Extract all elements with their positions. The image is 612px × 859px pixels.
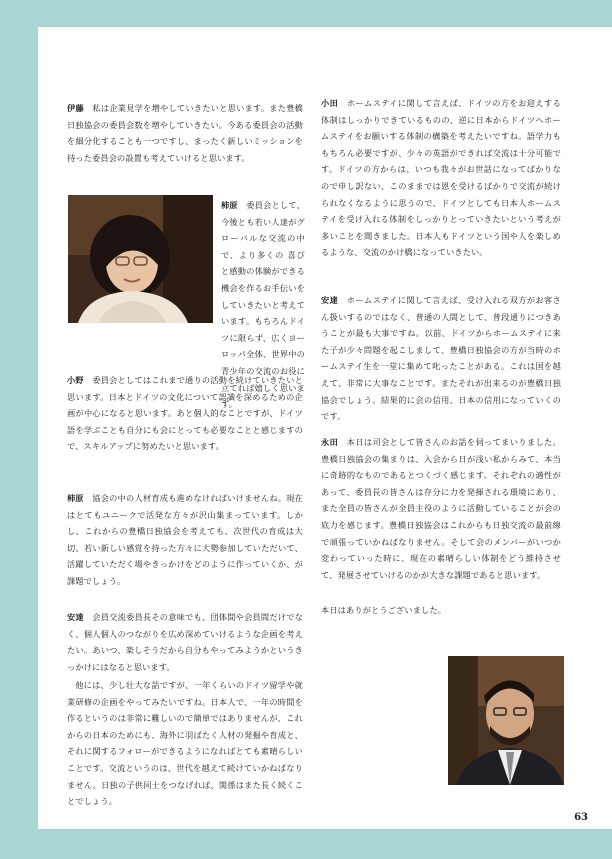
paragraph-text: 委員会として、今後とも若い人達がグローバルな交流の中で、より多くの 喜びと感動の体験ができる機会を作るお手伝いをしていきたいと考えています。もちろんドイツに限らず、広くヨーロッパ全体、世界中の青少年の交流のお役に立てれば嬉しく思います。 [221, 200, 306, 410]
speaker-name: 永田 [321, 437, 339, 447]
paragraph-ono [67, 372, 303, 455]
paragraph-text: 本日はありがとうございました。 [321, 605, 447, 615]
paragraph-ito [67, 100, 303, 166]
paragraph-closing [321, 602, 561, 619]
paragraph-nagata [321, 434, 561, 583]
paragraph-adachi-1 [67, 609, 303, 675]
portrait-photo-woman [68, 195, 213, 323]
paragraph-kakihara-2 [67, 490, 303, 590]
paragraph-adachi-2 [321, 292, 561, 425]
speaker-name: 柿原 [67, 493, 84, 503]
paragraph-text: 会員交流委員長その意味でも、団体間や会員間だけでなく、個人個人のつながりを広め深めていけるような企画を考えたい。あいつ、楽しそうだから自分もやってみようかというきっかけにはなると思います。 [67, 612, 303, 672]
speaker-name: 小野 [67, 375, 84, 385]
paragraph-text: 委員会としてはこれまで通りの活動を続けていきたいと思います。日本とドイツの文化について認識を深めるための企画が中心になると思います。あと個人的なことですが、ドイツ語を学ぶことも自分にも会にとっても必要なことと感じますので、スキルアップに努めたいと思います。 [67, 375, 303, 452]
speaker-name: 柿原 [221, 200, 238, 210]
paragraph-text: ホームステイに関して言えば、ドイツの方をお迎えする体制はしっかりできているものの、逆に日本からドイツへホームステイをお願いする体制の構築を考えたいですね。語学力ももちろん必要ですが、少々の英語ができれば交流は十分可能です。ドイツの方からは、いつも我々がお世話になってばかりなので申し訳ない、このままでは恩を受けるばかりで交流が続けられなくなるように思うので、ドイツとしても日本人ホームステイを受け入れる体制をしっかりとっていきたいという考えが多いことを聞きました。日本人もドイツという国や人を楽しめるような、交流のかけ橋になっていきたい。 [321, 98, 561, 258]
paragraph-text: 協会の中の人材育成も進めなければいけませんね。現在はとてもユニークで活発な方々が沢山集まっています。しかし、これからの豊橋日独協会を考えても、次世代の育成は大切。若い新しい感覚を持った方々に大勢参加していただいて、活躍していただく場やきっかけをどのように作っていくか、が課題でしょう。 [67, 493, 303, 586]
page-number: 63 [574, 812, 588, 823]
speaker-name: 伊藤 [67, 103, 84, 113]
paragraph-text: 他には、少し壮大な話ですが、一年くらいのドイツ留学や就業研修の企画をやってみたいですね。日本人で、一年の時間を作るというのは非常に難しいので簡単ではありませんが、これからの日本のためにも、海外に羽ばたく人材の発掘や育成と、それに関するフォローができるようになればとても素晴らしいことです。交流というのは、世代を越えて続けていかねばなりません。日独の子供同士をつなげれば、関係はまた長く続くことでしょう。 [67, 680, 303, 807]
paragraph-text: 本日は司会として皆さんのお話を伺ってまいりました。豊橋日独協会の集まりは、入会から日が浅い私からみて、本当に奇跡的なものであるとつくづく感じます。それぞれの適性があって、委員長の皆さんは存分に力を発揮される環境にあり、また全員の皆さんが全員主役のように活動していることが会の底力を感じます。豊橋日独協会はこれからも日独交流の最前線で頑張っていかねばなりません。そして会のメンバーがいつか変わっていった時に、現在の素晴らしい体制をどう維持させて、発展させていけるのかが大きな課題であると思います。 [321, 437, 561, 580]
speaker-name: 安達 [67, 612, 84, 622]
paragraph-oda [321, 95, 561, 261]
paragraph-text: ホームステイに関して言えば、受け入れる双方がお客さん扱いするのではなく、普通の人間として、普段通りにつきあうことが最も大事ですね。以前、ドイツからホームステイに来た子が少々問題を起こしまして、豊橋日独協会の方が当時のホームステイ生を一堂に集めて叱ったことがある。これは国を越えて、非常に大事なことです。またそれが出来るのが豊橋日独協会でしょう。結果的に会の信用、日本の信用になっていくのです。 [321, 295, 561, 422]
document-page [38, 27, 612, 829]
paragraph-text: 私は企業見学を増やしていきたいと思います。また豊橋日独協会の委員会数を増やしていきたい。今ある委員会の活動を細分化することも一つですし、まったく新しいミッションを持った委員会の設置も考えていけると思います。 [67, 103, 303, 163]
speaker-name: 安達 [321, 295, 339, 305]
speaker-name: 小田 [321, 98, 339, 108]
paragraph-adachi-continued [67, 677, 303, 810]
portrait-photo-man [448, 656, 564, 785]
